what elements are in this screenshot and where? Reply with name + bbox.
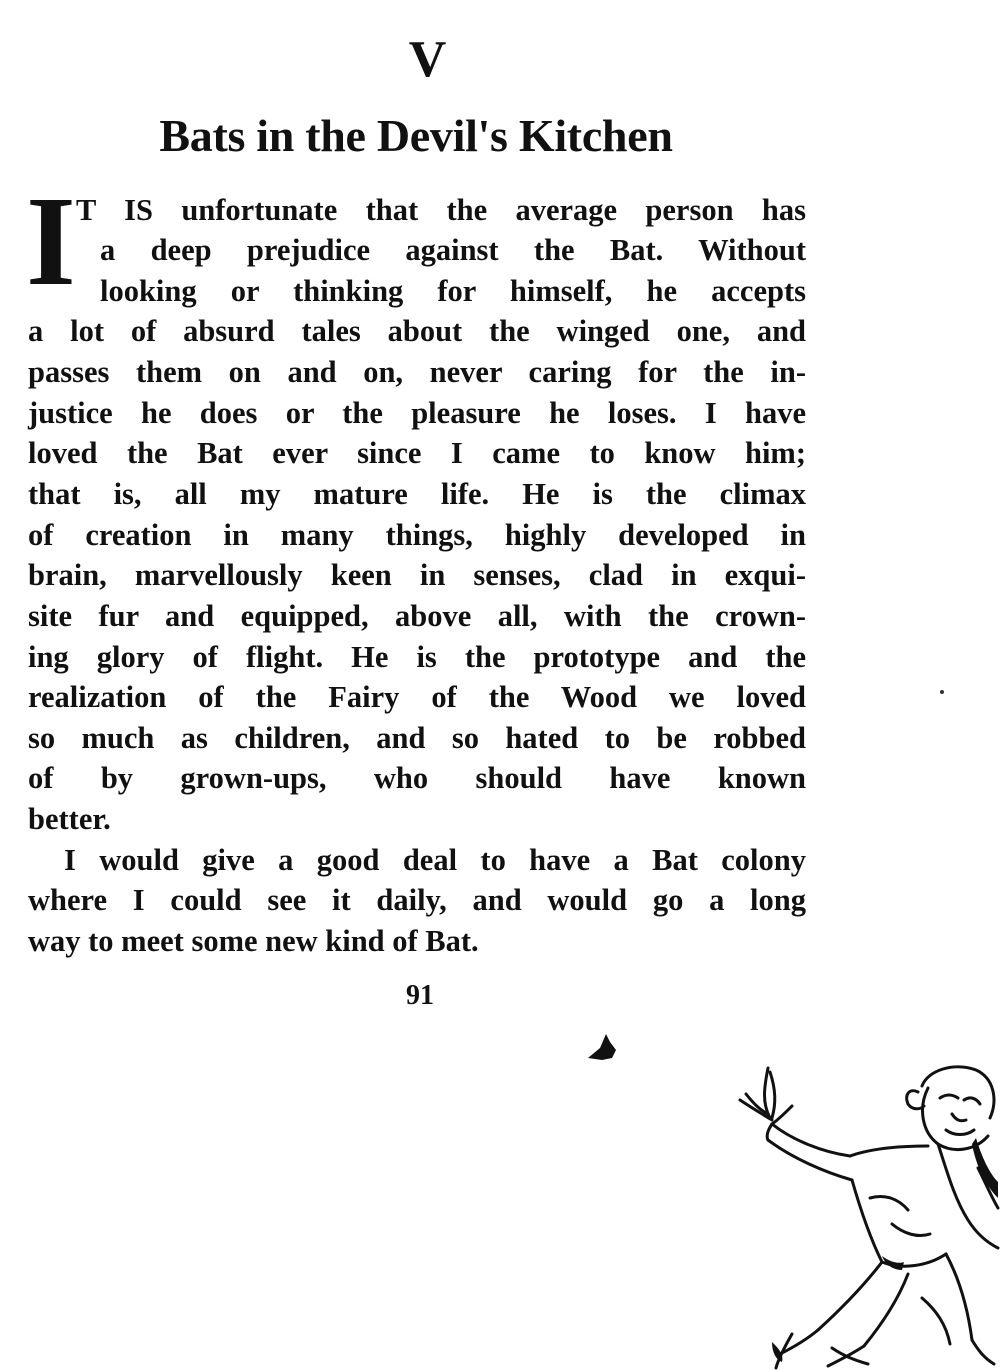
body-line: realization of the Fairy of the Wood we loved bbox=[28, 680, 806, 714]
body-line: ing glory of flight. He is the prototype and the bbox=[28, 640, 806, 674]
body-line: a deep prejudice against the Bat. Without bbox=[100, 233, 806, 267]
body-line: where I could see it daily, and would go a long bbox=[28, 883, 806, 917]
page-number: 91 bbox=[406, 980, 434, 1011]
body-line: loved the Bat ever since I came to know him; bbox=[28, 436, 806, 470]
body-line: that is, all my mature life. He is the climax bbox=[28, 477, 806, 511]
body-line: brain, marvellously keen in senses, clad in exqui- bbox=[28, 558, 806, 592]
body-line: T IS unfortunate that the average person has bbox=[76, 193, 806, 227]
body-line: passes them on and on, never caring for the in- bbox=[28, 355, 806, 389]
body-line: I would give a good deal to have a Bat colony bbox=[64, 843, 806, 877]
body-line: so much as children, and so hated to be robbed bbox=[28, 721, 806, 755]
body-line: of by grown-ups, who should have known bbox=[28, 761, 806, 795]
speck-mark bbox=[940, 690, 944, 694]
body-line: site fur and equipped, above all, with the crown- bbox=[28, 599, 806, 633]
body-line: way to meet some new kind of Bat. bbox=[28, 924, 479, 958]
chapter-title: Bats in the Devil's Kitchen bbox=[159, 110, 673, 161]
drop-cap: I bbox=[26, 170, 76, 312]
body-line: better. bbox=[28, 802, 111, 836]
body-line: looking or thinking for himself, he accepts bbox=[100, 274, 806, 308]
chapter-number: V bbox=[408, 31, 447, 88]
body-line: of creation in many things, highly developed in bbox=[28, 518, 806, 552]
body-line: justice he does or the pleasure he loses. I have bbox=[28, 396, 806, 430]
body-line: a lot of absurd tales about the winged one, and bbox=[28, 314, 806, 348]
ink-blot-icon bbox=[582, 1028, 622, 1064]
figure-illustration bbox=[732, 1048, 1000, 1370]
